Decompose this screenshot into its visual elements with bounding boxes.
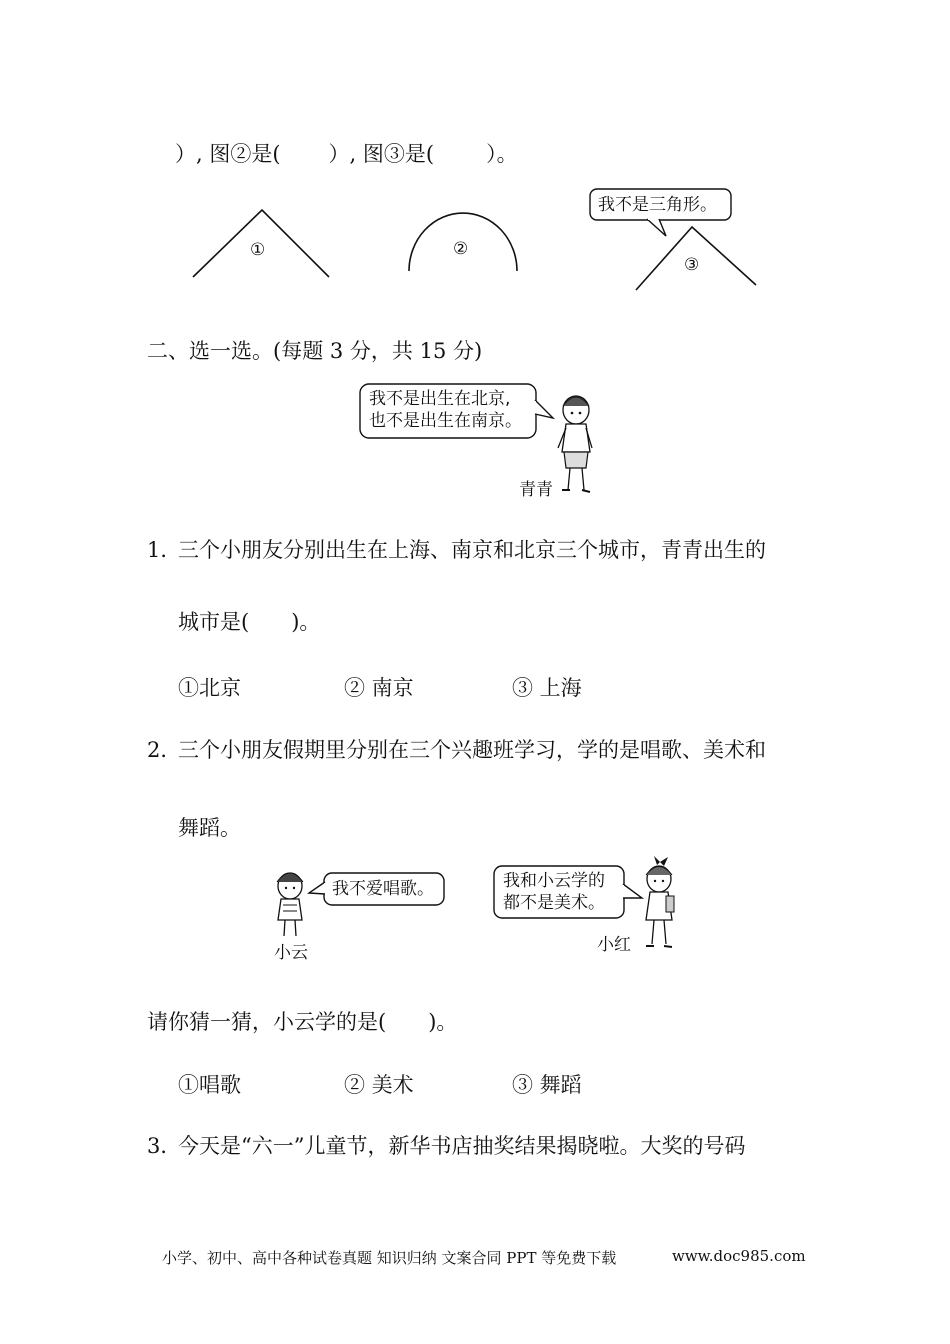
xiaoyun-name: 小云 [274, 943, 308, 963]
q2-option-1: ①唱歌 [178, 1073, 241, 1097]
q1-option-3: ③ 上海 [512, 676, 582, 700]
answer-text-3: ）。 [486, 142, 518, 166]
figure-3-bubble-text: 我不是三角形。 [598, 195, 717, 215]
xiaoyun-bubble-text: 我不爱唱歌。 [332, 879, 434, 899]
q1-text-line-2: 城市是( )。 [178, 610, 321, 634]
q1-option-1: ①北京 [178, 676, 241, 700]
xiaohong-name: 小红 [597, 935, 631, 955]
q3-text-line-1: 今天是“六一”儿童节，新华书店抽奖结果揭晓啦。大奖的号码 [178, 1134, 746, 1158]
q2-text-line-1: 三个小朋友假期里分别在三个兴趣班学习，学的是唱歌、美术和 [178, 738, 766, 762]
xiaohong-bubble-line-2: 都不是美术。 [503, 893, 605, 913]
q2-option-2: ② 美术 [344, 1073, 414, 1097]
q3-number: 3． [147, 1134, 182, 1158]
footer-text: 小学、初中、高中各种试卷真题 知识归纳 文案合同 PPT 等免费下载 [162, 1249, 617, 1267]
section-heading: 二、选一选。(每题 3 分，共 15 分) [147, 339, 483, 363]
qingqing-bubble-line-1: 我不是出生在北京, [369, 389, 511, 409]
xiaohong-bubble-line-1: 我和小云学的 [503, 871, 605, 891]
figure-1-label: ① [250, 240, 266, 260]
footer-url[interactable]: www.doc985.com [672, 1247, 806, 1265]
q1-option-2: ② 南京 [344, 676, 414, 700]
answer-text-2: ）, 图③是( [328, 142, 435, 166]
q2-text-line-2: 舞蹈。 [178, 816, 241, 840]
q1-number: 1． [147, 538, 182, 562]
q2-option-3: ③ 舞蹈 [512, 1073, 582, 1097]
qingqing-name: 青青 [519, 480, 553, 500]
answer-text-1: ）, 图②是( [175, 142, 281, 166]
figure-3-label: ③ [684, 255, 700, 275]
qingqing-bubble-line-2: 也不是出生在南京。 [369, 411, 522, 431]
q2-guess: 请你猜一猜，小云学的是( )。 [147, 1010, 458, 1034]
q1-text-line-1: 三个小朋友分别出生在上海、南京和北京三个城市，青青出生的 [178, 538, 766, 562]
figure-2-label: ② [453, 239, 469, 259]
q2-number: 2． [147, 738, 182, 762]
